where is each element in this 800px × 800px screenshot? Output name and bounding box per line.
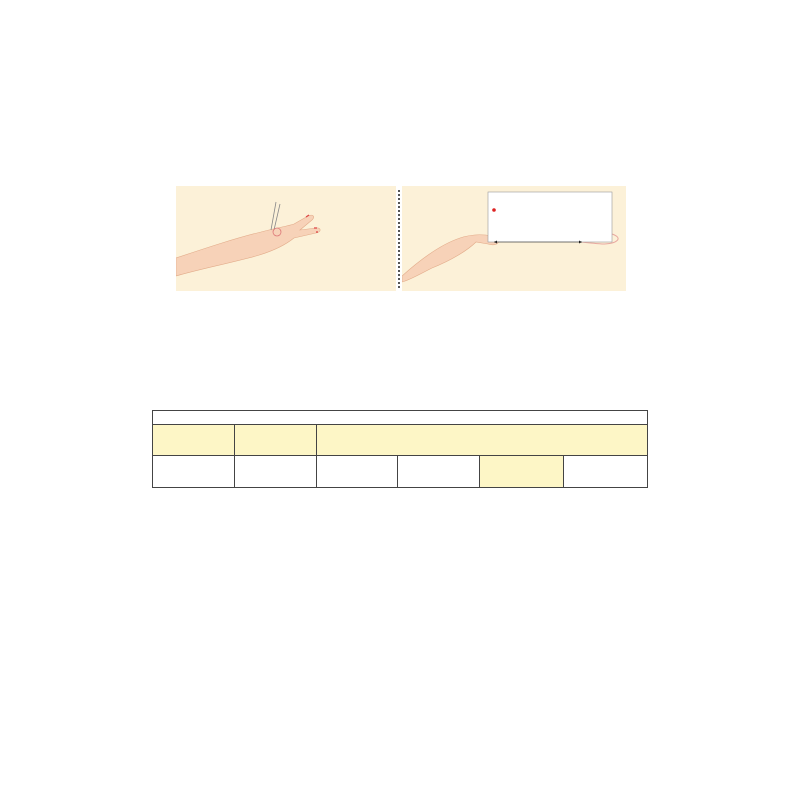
hand-thread-illustration — [176, 186, 396, 291]
table-caption — [153, 411, 648, 425]
header-ring-size-equivalents — [316, 425, 647, 456]
header-inside-circumference — [234, 425, 316, 456]
header-mm-inches-diameter — [153, 456, 235, 488]
panel-divider — [398, 190, 400, 288]
wrap-thread-panel — [176, 186, 396, 291]
header-china — [564, 456, 648, 488]
header-us — [316, 456, 398, 488]
header-european-standard — [480, 456, 564, 488]
measure-thread-panel — [402, 186, 626, 291]
ruler-illustration — [402, 186, 626, 291]
header-mm-inches-circumference — [234, 456, 316, 488]
header-uk — [398, 456, 480, 488]
ring-size-conversion-table — [152, 410, 648, 488]
header-inside-diameter — [153, 425, 235, 456]
